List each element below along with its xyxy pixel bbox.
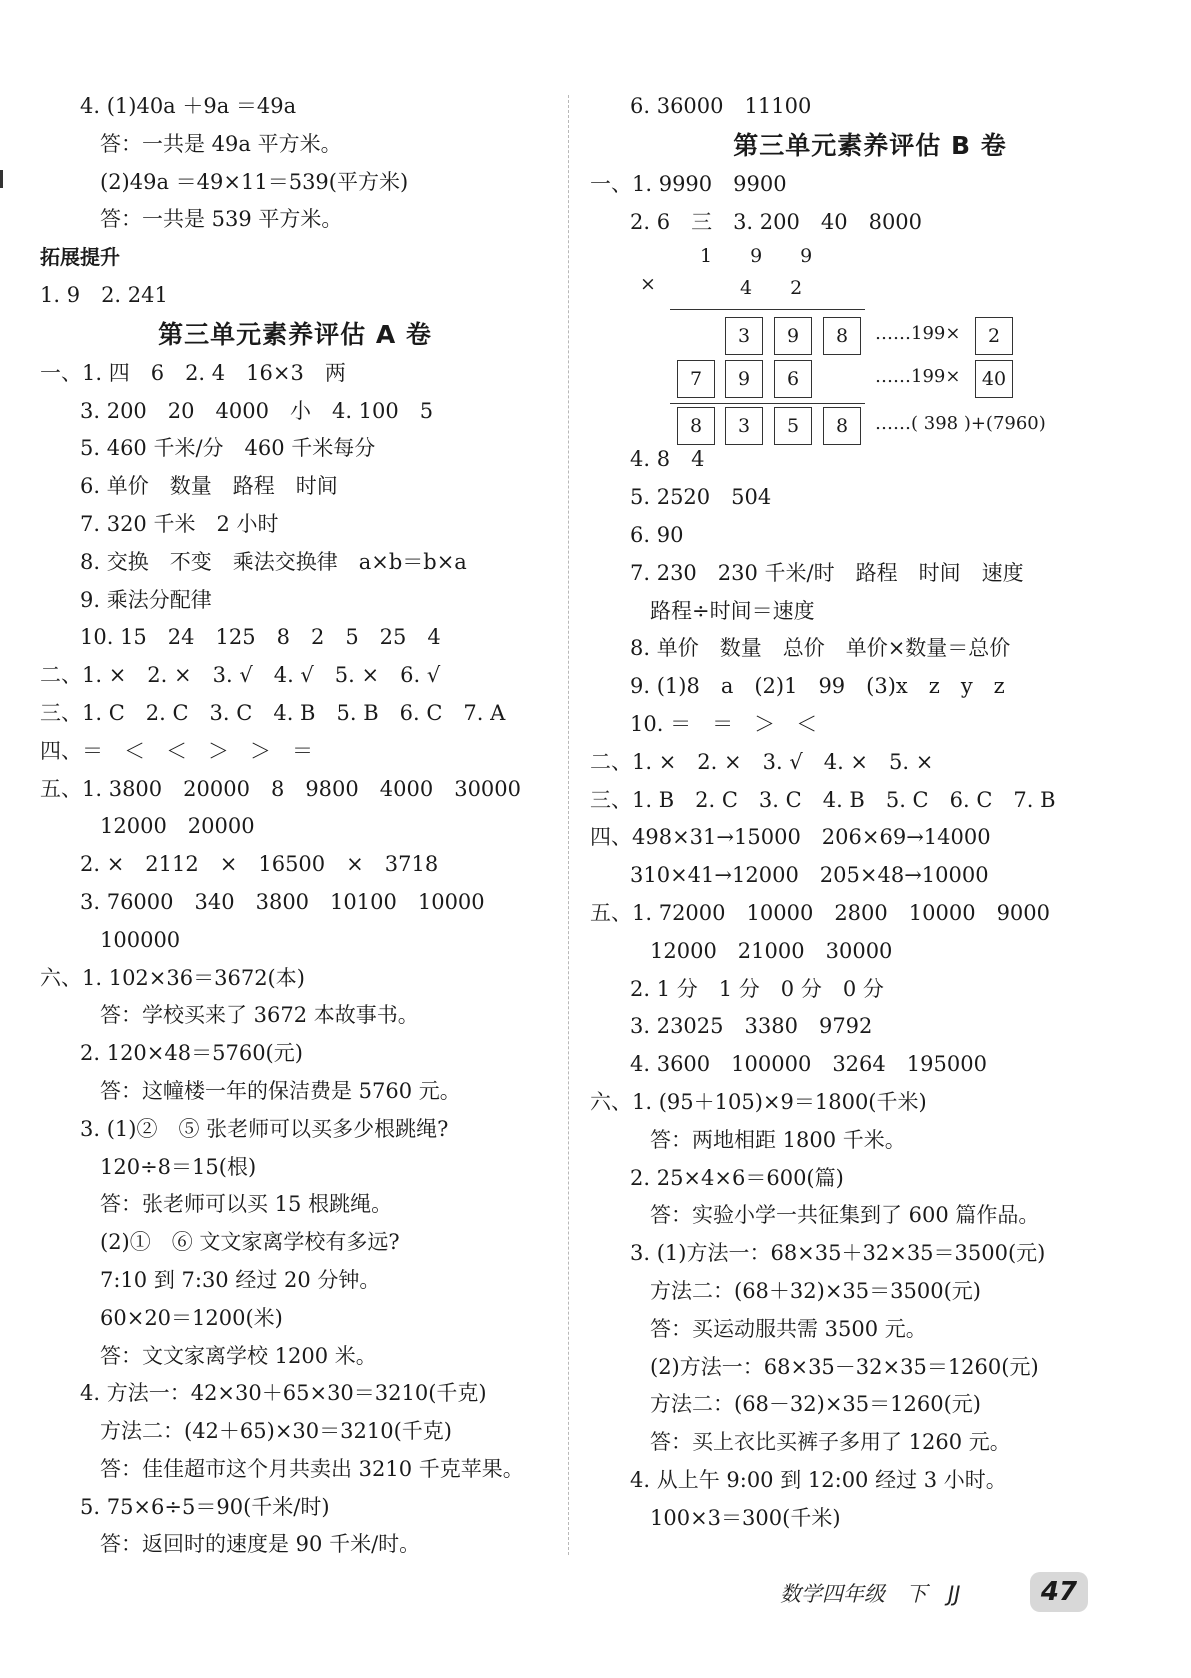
answer-line: 120÷8＝15(根) — [100, 1154, 257, 1179]
multiplier: 4 2 — [740, 277, 803, 300]
answer-line: 4. 从上午 9:00 到 12:00 经过 3 小时。 — [630, 1467, 1007, 1492]
answer-line: 答：张老师可以买 15 根跳绳。 — [100, 1192, 393, 1217]
right-bottom-section — [590, 441, 1150, 1537]
answer-line: 二、1. × 2. × 3. √ 4. × 5. × — [590, 749, 934, 774]
column-divider — [568, 95, 569, 1555]
answer-line: 方法二：(42＋65)×30＝3210(千克) — [100, 1419, 452, 1444]
answer-box: 2 — [975, 317, 1013, 355]
answer-line: 答：佳佳超市这个月共卖出 3210 千克苹果。 — [100, 1456, 524, 1481]
answer-line: 7:10 到 7:30 经过 20 分钟。 — [100, 1267, 381, 1292]
answer-line: 100000 — [100, 927, 181, 952]
row2-note: ……199× — [875, 366, 961, 388]
answer-box: 8 — [823, 407, 861, 445]
answer-box: 5 — [774, 407, 812, 445]
section-title: 第三单元素养评估 B 卷 — [733, 130, 1007, 160]
answer-line: 方法二：(68＋32)×35＝3500(元) — [650, 1278, 981, 1303]
answer-line: 12000 20000 — [100, 814, 255, 839]
answer-line: 四、498×31→15000 206×69→14000 — [590, 825, 991, 850]
answer-box: 3 — [725, 317, 763, 355]
answer-line: 3. 76000 340 3800 10100 10000 — [80, 889, 485, 914]
edge-mark — [0, 170, 3, 188]
answer-box: 7 — [677, 360, 715, 398]
answer-line: 三、1. C 2. C 3. C 4. B 5. B 6. C 7. A — [40, 700, 506, 725]
answer-line: 2. 1 分 1 分 0 分 0 分 — [630, 976, 884, 1001]
answer-line: 1. 9 2. 241 — [40, 282, 168, 307]
answer-line: 7. 230 230 千米/时 路程 时间 速度 — [630, 560, 1024, 585]
answer-line: 5. 75×6÷5＝90(千米/时) — [80, 1494, 330, 1519]
answer-line: 二、1. × 2. × 3. √ 4. √ 5. × 6. √ — [40, 663, 441, 688]
right-top-section — [590, 88, 1150, 241]
row3-note: ……( 398 )+(7960) — [875, 413, 1046, 435]
answer-line: 3. 23025 3380 9792 — [630, 1014, 873, 1039]
answer-line: 答：两地相距 1800 千米。 — [650, 1127, 906, 1152]
answer-line: 答：买上衣比买裤子多用了 1260 元。 — [650, 1430, 1011, 1455]
answer-box: 3 — [725, 407, 763, 445]
answer-box: 6 — [774, 360, 812, 398]
left-column — [40, 88, 550, 1564]
answer-line: 答：文文家离学校 1200 米。 — [100, 1343, 377, 1368]
answer-line: 10. ＝ ＝ ＞ ＜ — [630, 711, 818, 736]
answer-line: (2)方法一：68×35－32×35＝1260(元) — [650, 1354, 1039, 1379]
answer-line: 2. 120×48＝5760(元) — [80, 1041, 303, 1066]
answer-line: 五、1. 72000 10000 2800 10000 9000 — [590, 900, 1051, 925]
vertical-multiplication — [590, 241, 1150, 441]
answer-box: 9 — [725, 360, 763, 398]
mult-line-1 — [670, 309, 865, 310]
page-number: 47 — [1030, 1572, 1088, 1612]
answer-line: 5. 460 千米/分 460 千米每分 — [80, 436, 376, 461]
answer-line: 方法二：(68－32)×35＝1260(元) — [650, 1392, 981, 1417]
answer-line: 60×20＝1200(米) — [100, 1305, 283, 1330]
section-title: 第三单元素养评估 A 卷 — [158, 319, 432, 349]
answer-line: 4. 方法一：42×30＋65×30＝3210(千克) — [80, 1381, 487, 1406]
answer-line: 2. 25×4×6＝600(篇) — [630, 1165, 844, 1190]
times-sign: × — [640, 273, 656, 296]
answer-line: 答：这幢楼一年的保洁费是 5760 元。 — [100, 1078, 461, 1103]
multiplicand: 1 9 9 — [700, 245, 813, 268]
answer-line: 4. 3600 100000 3264 195000 — [630, 1052, 987, 1077]
answer-line: 3. 200 20 4000 小 4. 100 5 — [80, 398, 434, 423]
footer-subject: 数学四年级 下 JJ — [780, 1582, 961, 1606]
answer-line: 答：学校买来了 3672 本故事书。 — [100, 1003, 419, 1028]
answer-line: 8. 交换 不变 乘法交换律 a×b＝b×a — [80, 549, 467, 574]
mult-line-2 — [670, 403, 865, 404]
answer-line: 8. 单价 数量 总价 单价×数量＝总价 — [630, 636, 1011, 661]
answer-line: (2)49a ＝49×11＝539(平方米) — [100, 169, 409, 194]
answer-line: 9. 乘法分配律 — [80, 587, 212, 612]
answer-line: 9. (1)8 a (2)1 99 (3)x z y z — [630, 674, 1005, 699]
answer-line: 10. 15 24 125 8 2 5 25 4 — [80, 625, 441, 650]
answer-line: 六、1. 102×36＝3672(本) — [40, 965, 305, 990]
answer-line: 310×41→12000 205×48→10000 — [630, 863, 989, 888]
answer-line: 4. 8 4 — [630, 447, 705, 472]
answer-line: 四、＝ ＜ ＜ ＞ ＞ ＝ — [40, 738, 313, 763]
answer-line: 6. 90 — [630, 522, 684, 547]
answer-box: 40 — [975, 360, 1013, 398]
answer-line: 4. (1)40a ＋9a ＝49a — [80, 94, 297, 118]
answer-line: 12000 21000 30000 — [650, 938, 893, 963]
right-column — [590, 88, 1150, 1538]
answer-box: 9 — [774, 317, 812, 355]
section-heading: 拓展提升 — [40, 245, 120, 270]
answer-line: 路程÷时间＝速度 — [650, 598, 815, 623]
answer-line: 5. 2520 504 — [630, 485, 772, 510]
answer-line: 答：实验小学一共征集到了 600 篇作品。 — [650, 1203, 1040, 1228]
answer-line: 答：一共是 539 平方米。 — [100, 207, 343, 232]
answer-line: 3. (1)② ⑤ 张老师可以买多少根跳绳? — [80, 1116, 449, 1141]
answer-line: 三、1. B 2. C 3. C 4. B 5. C 6. C 7. B — [590, 787, 1056, 812]
answer-line: 2. 6 三 3. 200 40 8000 — [630, 209, 923, 234]
answer-line: 五、1. 3800 20000 8 9800 4000 30000 — [40, 776, 522, 801]
answer-line: 答：买运动服共需 3500 元。 — [650, 1316, 927, 1341]
answer-line: 3. (1)方法一：68×35＋32×35＝3500(元) — [630, 1241, 1046, 1266]
answer-line: 7. 320 千米 2 小时 — [80, 511, 279, 536]
answer-line: 答：返回时的速度是 90 千米/时。 — [100, 1532, 421, 1557]
answer-line: 100×3＝300(千米) — [650, 1505, 841, 1530]
answer-line: 6. 36000 11100 — [630, 94, 812, 118]
answer-line: 一、1. 9990 9900 — [590, 171, 787, 196]
answer-line: 6. 单价 数量 路程 时间 — [80, 474, 338, 499]
answer-box: 8 — [823, 317, 861, 355]
answer-line: 一、1. 四 6 2. 4 16×3 两 — [40, 360, 346, 385]
answer-line: 答：一共是 49a 平方米。 — [100, 131, 342, 156]
answer-line: 2. × 2112 × 16500 × 3718 — [80, 852, 439, 877]
answer-line: 六、1. (95＋105)×9＝1800(千米) — [590, 1089, 927, 1114]
answer-line: (2)① ⑥ 文文家离学校有多远? — [100, 1230, 400, 1255]
row1-note: ……199× — [875, 323, 961, 345]
answer-box: 8 — [677, 407, 715, 445]
